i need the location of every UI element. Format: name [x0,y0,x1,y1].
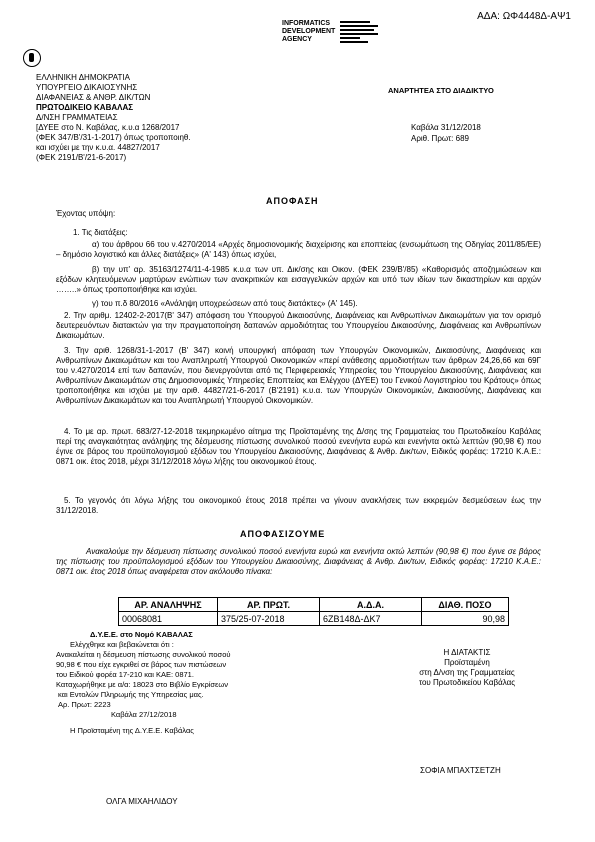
dyee-line-5: Καταχωρήθηκε με α/α: 18023 στο Βιβλίο Εγκρίσεων [56,680,229,689]
clause-1: 1. Τις διατάξεις: [73,228,128,237]
dyee-line-4: του Ειδικού φορέα 17-210 και ΚΑΕ: 0871. [56,670,194,679]
clause-2: 2. Την αριθμ. 12402-2-2017(Β' 347) απόφαση του Υπουργού Δικαιοσύνης, Διαφάνειας και Ανθρωπίνων Δικαιωμάτων για τον ορισμό δευτερευόντων διατακτών για την πραγματοποίηση δαπανών αρμοδιότητας του Υπουργείου Δικαιοσύνης, Διαφάνειας και Ανθρωπίνων Δικαιωμάτων. [56,311,541,340]
issuer-line-7: (ΦΕΚ 347/Β'/31-1-2017) όπως τροποποιηθ. [36,133,191,142]
decision-heading: ΑΠΟΦΑΣΙΖΟΥΜΕ [240,529,326,539]
issuer-line-8: και ισχύει με την κ.υ.α. 44827/2017 [36,143,160,152]
clause-1b: β) την υπ' αρ. 35163/1274/11-4-1985 κ.υ.α των υπ. Δικ/σης και Οικον. (ΦΕΚ 239/Β'/85) «Καθορισμός αποζημιώσεων και εξόδων κλητευόμενων μαρτύρων ενώπιων των ανακριτικών και εισαγγελικών αρχών και υπό των ιδίων των δικαστηρίων και αρχών ……..» όπως τροποποιήθηκε και ισχύει. [56,265,541,294]
logo-line-1: INFORMATICS [282,20,331,27]
dyee-line-7: Αρ. Πρωτ: 2223 [58,700,111,709]
protocol-number: Αριθ. Πρωτ: 689 [411,134,469,143]
coat-of-arms-icon [23,49,41,67]
table-row [119,612,509,626]
clause-1c: γ) του π.δ 80/2016 «Ανάληψη υποχρεώσεων από τους διατάκτες» (Α' 145). [92,299,358,308]
col-header-commitment-no: ΑΡ. ΑΝΑΛΗΨΗΣ [119,598,218,612]
dyee-signatory-name: ΟΛΓΑ ΜΙΧΑΗΛΙΔΟΥ [106,797,178,806]
col-header-ada: Α.Δ.Α. [320,598,422,612]
agency-logo-text [282,20,335,44]
logo-line-2: DEVELOPMENT [282,28,336,35]
document-title: ΑΠΟΦΑΣΗ [266,196,319,206]
table-header-row [119,598,509,612]
posted-online-note: ΑΝΑΡΤΗΤΕΑ ΣΤΟ ΔΙΑΔΙΚΤΥΟ [388,86,494,95]
cell-protocol-no: 375/25-07-2018 [218,612,320,626]
dyee-line-2: Ανακαλείται η δέσμευση πίστωσης συνολικού ποσού [56,650,231,659]
col-header-amount: ΔΙΑΘ. ΠΟΣΟ [422,598,509,612]
cell-amount: 90,98 [422,612,509,626]
having-considered: Έχοντας υπόψη: [56,209,116,218]
issuer-line-3: ΔΙΑΦΑΝΕΙΑΣ & ΑΝΘΡ. ΔΙΚ/ΤΩΝ [36,93,151,102]
clause-5: 5. Το γεγονός ότι λόγω λήξης του οικονομικού έτους 2018 πρέπει να γίνουν ανακλήσεις των εκκρεμών δεσμεύσεων έως την 31/12/2018. [56,496,541,515]
col-header-protocol-no: ΑΡ. ΠΡΩΤ. [218,598,320,612]
issuer-line-4: ΠΡΩΤΟΔΙΚΕΙΟ ΚΑΒΑΛΑΣ [36,103,134,112]
issuer-line-9: (ΦΕΚ 2191/Β'/21-6-2017) [36,153,127,162]
dyee-line-3: 90,98 € που είχε εγκριθεί σε βάρος των πιστώσεων [56,660,227,669]
signer-line-1: Η ΔΙΑΤΑΚΤΙΣ [443,648,491,657]
signer-line-4: του Πρωτοδικείου Καβάλας [418,678,516,687]
signer-block [396,648,538,688]
decision-text: Ανακαλούμε την δέσμευση πίστωσης συνολικού ποσού ενενήντα ευρώ και ενενήντα οκτώ λεπτών (90,98 €) που έγινε σε βάρος της πίστωσης του προϋπολογισμού εξόδων του Υπουργείου Δικαιοσύνης, Διαφάνειας & Ανθρ. Δικ/των, Ειδικός φορέας: 17210 Κ.Α.Ε.: 0871 οικ. έτος 2018 όπως αναφέρεται στον ακόλουθο πίνακα: [56,547,541,576]
dyee-certification [56,630,230,736]
ada-number: ΑΔΑ: ΩΦ4448Δ-ΑΨ1 [477,11,571,22]
dyee-line-9: Η Προϊσταμένη της Δ.Υ.Ε.Ε. Καβάλας [70,726,194,735]
signer-name: ΣΟΦΙΑ ΜΠΑΧΤΣΕΤΖΗ [420,766,501,775]
issuer-block [36,73,191,163]
dyee-line-1: Ελέγχθηκε και βεβαιώνεται ότι : [70,640,174,649]
issuer-line-5: Δ/ΝΣΗ ΓΡΑΜΜΑΤΕΙΑΣ [36,113,118,122]
cell-commitment-no: 00068081 [119,612,218,626]
logo-line-3: AGENCY [282,36,312,43]
clause-3: 3. Την αριθ. 1268/31-1-2017 (Β' 347) κοινή υπουργική απόφαση των Υπουργών Οικονομικών, Δικαιοσύνης, Διαφάνειας και Ανθρωπίνων Δικαιωμάτων και του Αναπληρωτή Υπουργού Οικονομικών «περί ανάθεσης αρμοδιοτήτων των άρθρων 24,26,66 και 69Γ του ν.4270/2014 επί των δαπανών, που διενεργούνται από τις Περιφερειακές Υπηρεσίες του Υπουργείου Δικαιοσύνης, Διαφάνειας και Ανθρωπίνων Δικαιωμάτων στις Δημοσιονομικές Υπηρεσίες Εποπτείας και Ελέγχου (ΔΥΕΕ) του Γενικού Λογιστηρίου του Κράτους» όπως τροποποιήθηκε και ισχύει με την αριθ. 44827/21-6-2017 (Β'2191) κ.υ.α. των Υπουργών Οικονομικών, Δικαιοσύνης, Διαφάνειας και Ανθρωπίνων Δικαιωμάτων και του Αναπληρωτή Υπουργού Οικονομικών. [56,346,541,405]
clause-4: 4. Το με αρ. πρωτ. 683/27-12-2018 τεκμηριωμένο αίτημα της Προϊσταμένης της Δ/σης της Γραμματείας του Πρωτοδικείου Καβάλας περί της αναγκαιότητας ανάληψης της δέσμευσης πίστωσης συνολικού ποσού ενενήντα ευρώ και ενενήντα οκτώ λεπτών (90,98 €) που έγινε σε βάρος του προϋπολογισμού εξόδων του Υπουργείου Δικαιοσύνης, Διαφάνειας & Ανθρ. Δικ/των, Ειδικός φορέας: 17210 Κ.Α.Ε.: 0871 οικ. έτος 2018, μέχρι 31/12/2018 λόγω λήξης του οικονομικού έτους. [56,427,541,466]
document-date: Καβάλα 31/12/2018 [411,123,481,132]
signer-line-3: στη Δ/νση της Γραμματείας [419,668,515,677]
dyee-line-6: και Εντολών Πληρωμής της Υπηρεσίας μας. [58,690,204,699]
clause-1a: α) του άρθρου 66 του ν.4270/2014 «Αρχές δημοσιονομικής διαχείρισης και εποπτείας (ενσωμάτωση της Οδηγίας 2011/85/ΕΕ) – δημόσιο λογιστικό και άλλες διατάξεις» (Α' 143) όπως ισχύει, [56,240,541,259]
issuer-line-6: [ΔΥΕΕ στο Ν. Καβάλας, κ.υ.α 1268/2017 [36,123,180,132]
commitment-table [118,597,509,626]
agency-logo-icon [340,21,382,43]
issuer-line-1: ΕΛΛΗΝΙΚΗ ΔΗΜΟΚΡΑΤΙΑ [36,73,130,82]
cell-ada: 6ΖΒ148Δ-ΔΚ7 [320,612,422,626]
issuer-line-2: ΥΠΟΥΡΓΕΙΟ ΔΙΚΑΙΟΣΥΝΗΣ [36,83,138,92]
signer-line-2: Προϊσταμένη [444,658,490,667]
dyee-title: Δ.Υ.Ε.Ε. στο Νομό ΚΑΒΑΛΑΣ [90,630,193,639]
dyee-line-8: Καβάλα 27/12/2018 [111,710,177,719]
